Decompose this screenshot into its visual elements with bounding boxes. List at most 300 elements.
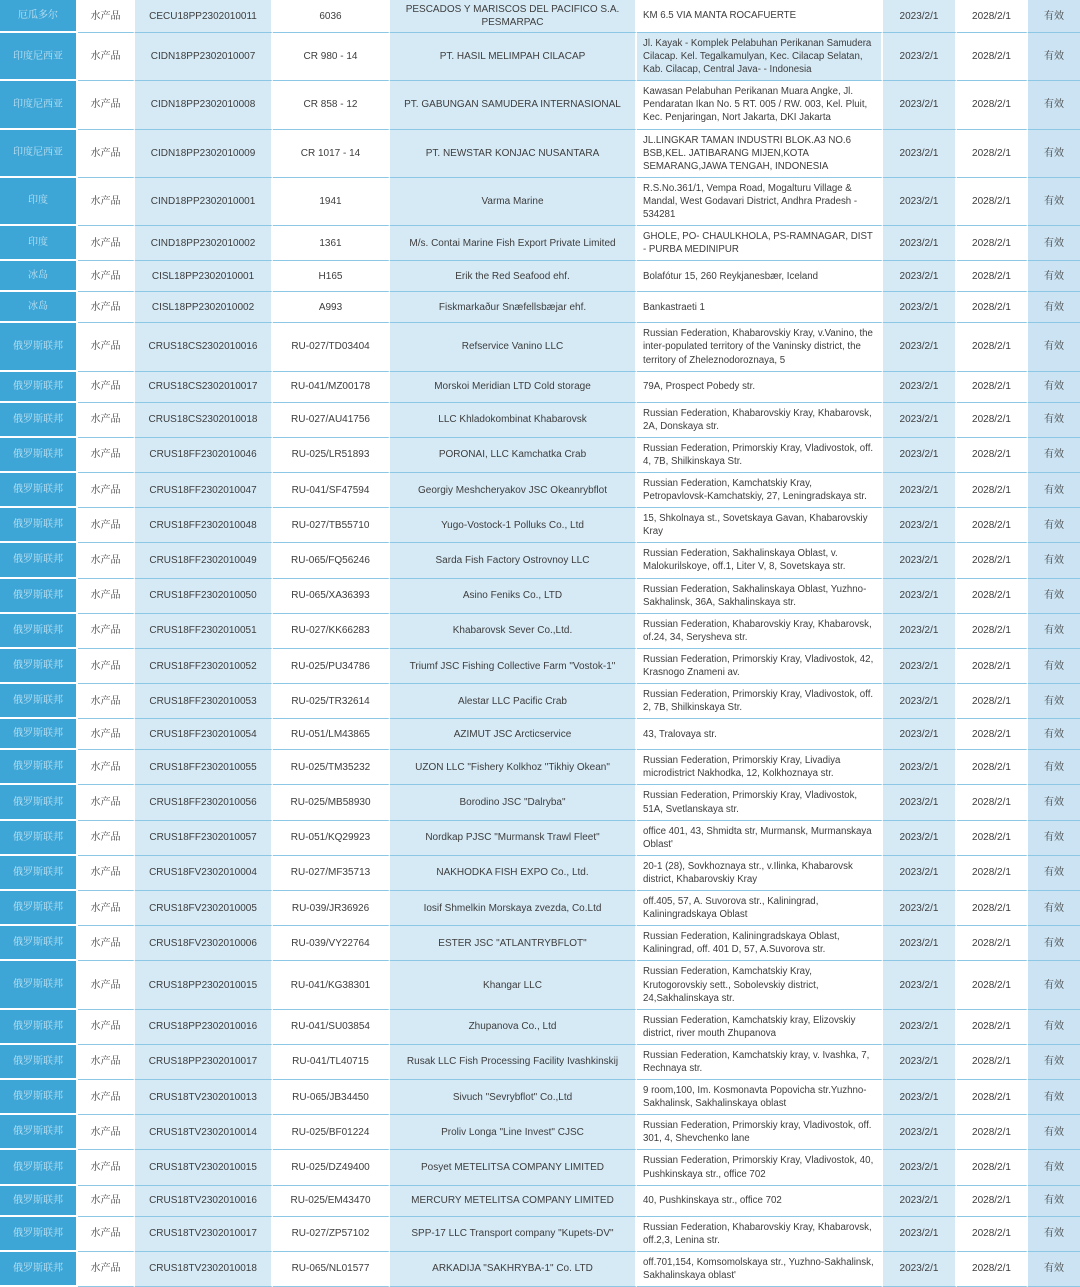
status-cell: 有效 <box>1028 1186 1080 1217</box>
approval-number-cell: RU-025/DZ49400 <box>273 1150 390 1185</box>
approval-date-cell: 2023/2/1 <box>883 856 957 891</box>
table-row <box>0 719 1080 750</box>
approval-number-cell: RU-041/SF47594 <box>273 473 390 508</box>
company-name-cell: Triumf JSC Fishing Collective Farm "Vostok-1" <box>390 649 637 684</box>
country-cell: 俄罗斯联邦 <box>0 1217 78 1252</box>
approval-number-cell: RU-025/TR32614 <box>273 684 390 719</box>
approval-number-cell: RU-041/KG38301 <box>273 961 390 1009</box>
status-cell: 有效 <box>1028 785 1080 820</box>
approval-date-cell: 2023/2/1 <box>883 785 957 820</box>
status-cell: 有效 <box>1028 1010 1080 1045</box>
table-row <box>0 292 1080 323</box>
expiry-date-cell: 2028/2/1 <box>957 926 1028 961</box>
approval-number-cell: RU-027/KK66283 <box>273 614 390 649</box>
approval-number-cell: RU-041/SU03854 <box>273 1010 390 1045</box>
address-cell: Russian Federation, Sakhalinskaya Oblast, v. Malokurilskoye, off.1, Liter V, 8, Sovetskaya str. <box>637 543 883 578</box>
country-cell: 印度尼西亚 <box>0 81 78 129</box>
address-cell: KM 6.5 VIA MANTA ROCAFUERTE <box>637 0 883 33</box>
table-row <box>0 961 1080 1009</box>
company-name-cell: ARKADIJA "SAKHRYBA-1" Co. LTD <box>390 1252 637 1287</box>
table-row <box>0 508 1080 543</box>
status-cell: 有效 <box>1028 81 1080 129</box>
address-cell: Russian Federation, Primorskiy kray, Vladivostok, off. 301, 4, Shevchenko lane <box>637 1115 883 1150</box>
table-row <box>0 1252 1080 1287</box>
registration-number-cell: CRUS18FF2302010051 <box>135 614 273 649</box>
company-name-cell: Posyet METELITSA COMPANY LIMITED <box>390 1150 637 1185</box>
approval-date-cell: 2023/2/1 <box>883 226 957 261</box>
company-name-cell: Georgiy Meshcheryakov JSC Okeanrybflot <box>390 473 637 508</box>
expiry-date-cell: 2028/2/1 <box>957 130 1028 178</box>
product-type-cell: 水产品 <box>78 438 135 473</box>
approval-date-cell: 2023/2/1 <box>883 1115 957 1150</box>
approval-date-cell: 2023/2/1 <box>883 1252 957 1287</box>
approval-number-cell: RU-039/VY22764 <box>273 926 390 961</box>
table-row <box>0 926 1080 961</box>
registration-number-cell: CRUS18FF2302010049 <box>135 543 273 578</box>
expiry-date-cell: 2028/2/1 <box>957 649 1028 684</box>
approval-date-cell: 2023/2/1 <box>883 821 957 856</box>
table-row <box>0 261 1080 292</box>
expiry-date-cell: 2028/2/1 <box>957 750 1028 785</box>
product-type-cell: 水产品 <box>78 856 135 891</box>
approval-date-cell: 2023/2/1 <box>883 961 957 1009</box>
country-cell: 俄罗斯联邦 <box>0 438 78 473</box>
expiry-date-cell: 2028/2/1 <box>957 508 1028 543</box>
status-cell: 有效 <box>1028 926 1080 961</box>
company-name-cell: Zhupanova Co., Ltd <box>390 1010 637 1045</box>
registration-number-cell: CRUS18FV2302010004 <box>135 856 273 891</box>
status-cell: 有效 <box>1028 891 1080 926</box>
product-type-cell: 水产品 <box>78 684 135 719</box>
registration-number-cell: CRUS18TV2302010013 <box>135 1080 273 1115</box>
product-type-cell: 水产品 <box>78 750 135 785</box>
approval-date-cell: 2023/2/1 <box>883 649 957 684</box>
country-cell: 俄罗斯联邦 <box>0 719 78 750</box>
product-type-cell: 水产品 <box>78 1217 135 1252</box>
company-name-cell: Refservice Vanino LLC <box>390 323 637 371</box>
registration-number-cell: CRUS18FV2302010006 <box>135 926 273 961</box>
status-cell: 有效 <box>1028 1217 1080 1252</box>
address-cell: Bolafótur 15, 260 Reykjanesbær, Iceland <box>637 261 883 292</box>
country-cell: 印度尼西亚 <box>0 33 78 81</box>
approval-date-cell: 2023/2/1 <box>883 292 957 323</box>
status-cell: 有效 <box>1028 473 1080 508</box>
registration-number-cell: CRUS18TV2302010015 <box>135 1150 273 1185</box>
country-cell: 俄罗斯联邦 <box>0 926 78 961</box>
approval-number-cell: H165 <box>273 261 390 292</box>
expiry-date-cell: 2028/2/1 <box>957 856 1028 891</box>
country-cell: 冰岛 <box>0 292 78 323</box>
approval-number-cell: RU-027/TB55710 <box>273 508 390 543</box>
approval-number-cell: CR 1017 - 14 <box>273 130 390 178</box>
approval-number-cell: RU-041/MZ00178 <box>273 372 390 403</box>
product-type-cell: 水产品 <box>78 226 135 261</box>
status-cell: 有效 <box>1028 226 1080 261</box>
approval-date-cell: 2023/2/1 <box>883 684 957 719</box>
approval-date-cell: 2023/2/1 <box>883 178 957 226</box>
product-type-cell: 水产品 <box>78 1252 135 1287</box>
table-row <box>0 750 1080 785</box>
company-name-cell: Borodino JSC "Dalryba" <box>390 785 637 820</box>
status-cell: 有效 <box>1028 719 1080 750</box>
expiry-date-cell: 2028/2/1 <box>957 785 1028 820</box>
approval-number-cell: RU-027/TD03404 <box>273 323 390 371</box>
country-cell: 俄罗斯联邦 <box>0 649 78 684</box>
expiry-date-cell: 2028/2/1 <box>957 403 1028 438</box>
address-cell: Russian Federation, Khabarovskiy Kray, Khabarovsk, 2A, Donskaya str. <box>637 403 883 438</box>
expiry-date-cell: 2028/2/1 <box>957 372 1028 403</box>
company-name-cell: Varma Marine <box>390 178 637 226</box>
registration-number-cell: CIDN18PP2302010008 <box>135 81 273 129</box>
product-type-cell: 水产品 <box>78 579 135 614</box>
approval-number-cell: CR 980 - 14 <box>273 33 390 81</box>
status-cell: 有效 <box>1028 508 1080 543</box>
company-name-cell: Asino Feniks Co., LTD <box>390 579 637 614</box>
approval-date-cell: 2023/2/1 <box>883 130 957 178</box>
product-type-cell: 水产品 <box>78 473 135 508</box>
table-row <box>0 372 1080 403</box>
company-name-cell: PORONAI, LLC Kamchatka Crab <box>390 438 637 473</box>
table-row <box>0 473 1080 508</box>
address-cell: off.405, 57, A. Suvorova str., Kaliningrad, Kaliningradskaya Oblast <box>637 891 883 926</box>
product-type-cell: 水产品 <box>78 649 135 684</box>
address-cell: 43, Tralovaya str. <box>637 719 883 750</box>
approval-date-cell: 2023/2/1 <box>883 1186 957 1217</box>
registration-number-cell: CRUS18FF2302010057 <box>135 821 273 856</box>
approval-date-cell: 2023/2/1 <box>883 403 957 438</box>
country-cell: 俄罗斯联邦 <box>0 1252 78 1287</box>
address-cell: Russian Federation, Kamchatskiy kray, Elizovskiy district, river mouth Zhupanova <box>637 1010 883 1045</box>
approval-date-cell: 2023/2/1 <box>883 81 957 129</box>
approval-number-cell: RU-025/MB58930 <box>273 785 390 820</box>
approval-number-cell: 1361 <box>273 226 390 261</box>
approval-number-cell: RU-065/JB34450 <box>273 1080 390 1115</box>
registration-number-cell: CRUS18CS2302010018 <box>135 403 273 438</box>
approval-date-cell: 2023/2/1 <box>883 1150 957 1185</box>
registration-number-cell: CRUS18FF2302010050 <box>135 579 273 614</box>
registration-number-cell: CIDN18PP2302010007 <box>135 33 273 81</box>
address-cell: Russian Federation, Kamchatskiy kray, v. Ivashka, 7, Rechnaya str. <box>637 1045 883 1080</box>
status-cell: 有效 <box>1028 614 1080 649</box>
registration-number-cell: CRUS18PP2302010015 <box>135 961 273 1009</box>
status-cell: 有效 <box>1028 178 1080 226</box>
table-row <box>0 856 1080 891</box>
approval-date-cell: 2023/2/1 <box>883 1045 957 1080</box>
company-name-cell: PESCADOS Y MARISCOS DEL PACIFICO S.A. PESMARPAC <box>390 0 637 33</box>
address-cell: Russian Federation, Primorskiy Kray, Vladivostok, off. 4, 7B, Shilkinskaya Str. <box>637 438 883 473</box>
status-cell: 有效 <box>1028 1252 1080 1287</box>
country-cell: 冰岛 <box>0 261 78 292</box>
status-cell: 有效 <box>1028 1115 1080 1150</box>
registration-number-cell: CRUS18TV2302010017 <box>135 1217 273 1252</box>
registration-number-cell: CRUS18FF2302010056 <box>135 785 273 820</box>
company-name-cell: Alestar LLC Pacific Crab <box>390 684 637 719</box>
status-cell: 有效 <box>1028 821 1080 856</box>
address-cell: R.S.No.361/1, Vempa Road, Mogalturu Village & Mandal, West Godavari District, Andhra Pradesh - 534281 <box>637 178 883 226</box>
approval-date-cell: 2023/2/1 <box>883 323 957 371</box>
approval-date-cell: 2023/2/1 <box>883 926 957 961</box>
expiry-date-cell: 2028/2/1 <box>957 579 1028 614</box>
address-cell: Russian Federation, Primorskiy Kray, Vladivostok, 42, Krasnogo Znameni av. <box>637 649 883 684</box>
company-name-cell: PT. HASIL MELIMPAH CILACAP <box>390 33 637 81</box>
expiry-date-cell: 2028/2/1 <box>957 1150 1028 1185</box>
registration-number-cell: CIND18PP2302010002 <box>135 226 273 261</box>
approval-number-cell: 1941 <box>273 178 390 226</box>
table-row <box>0 1010 1080 1045</box>
country-cell: 厄瓜多尔 <box>0 0 78 33</box>
approval-number-cell: RU-025/PU34786 <box>273 649 390 684</box>
table-row <box>0 130 1080 178</box>
company-name-cell: M/s. Contai Marine Fish Export Private Limited <box>390 226 637 261</box>
address-cell: 20-1 (28), Sovkhoznaya str., v.Ilinka, Khabarovsk district, Khabarovskiy Kray <box>637 856 883 891</box>
registration-number-cell: CECU18PP2302010011 <box>135 0 273 33</box>
registration-number-cell: CRUS18CS2302010016 <box>135 323 273 371</box>
registration-number-cell: CRUS18FV2302010005 <box>135 891 273 926</box>
address-cell: Russian Federation, Kamchatskiy Kray, Krutogorovskiy sett., Sobolevskiy district, 24,Sakhalinskaya str. <box>637 961 883 1009</box>
table-row <box>0 438 1080 473</box>
table-row <box>0 1045 1080 1080</box>
country-cell: 俄罗斯联邦 <box>0 508 78 543</box>
registration-number-cell: CRUS18FF2302010046 <box>135 438 273 473</box>
expiry-date-cell: 2028/2/1 <box>957 961 1028 1009</box>
company-name-cell: ESTER JSC "ATLANTRYBFLOT" <box>390 926 637 961</box>
expiry-date-cell: 2028/2/1 <box>957 543 1028 578</box>
country-cell: 俄罗斯联邦 <box>0 891 78 926</box>
registration-number-cell: CRUS18FF2302010055 <box>135 750 273 785</box>
status-cell: 有效 <box>1028 543 1080 578</box>
address-cell: 79A, Prospect Pobedy str. <box>637 372 883 403</box>
product-type-cell: 水产品 <box>78 178 135 226</box>
company-name-cell: Erik the Red Seafood ehf. <box>390 261 637 292</box>
table-row <box>0 1115 1080 1150</box>
product-type-cell: 水产品 <box>78 961 135 1009</box>
product-type-cell: 水产品 <box>78 785 135 820</box>
table-row <box>0 1186 1080 1217</box>
status-cell: 有效 <box>1028 1150 1080 1185</box>
status-cell: 有效 <box>1028 750 1080 785</box>
address-cell: off.701,154, Komsomolskaya str., Yuzhno-Sakhalinsk, Sakhalinskaya oblast' <box>637 1252 883 1287</box>
product-type-cell: 水产品 <box>78 1080 135 1115</box>
product-type-cell: 水产品 <box>78 821 135 856</box>
company-name-cell: Sivuch "Sevrybflot" Co.,Ltd <box>390 1080 637 1115</box>
product-type-cell: 水产品 <box>78 323 135 371</box>
product-type-cell: 水产品 <box>78 1150 135 1185</box>
registration-number-cell: CRUS18FF2302010048 <box>135 508 273 543</box>
product-type-cell: 水产品 <box>78 372 135 403</box>
expiry-date-cell: 2028/2/1 <box>957 1115 1028 1150</box>
table-row <box>0 684 1080 719</box>
company-name-cell: PT. GABUNGAN SAMUDERA INTERNASIONAL <box>390 81 637 129</box>
status-cell: 有效 <box>1028 292 1080 323</box>
product-type-cell: 水产品 <box>78 1010 135 1045</box>
registration-number-cell: CRUS18TV2302010014 <box>135 1115 273 1150</box>
company-name-cell: Sarda Fish Factory Ostrovnoy LLC <box>390 543 637 578</box>
address-cell: 40, Pushkinskaya str., office 702 <box>637 1186 883 1217</box>
approval-number-cell: RU-041/TL40715 <box>273 1045 390 1080</box>
expiry-date-cell: 2028/2/1 <box>957 1080 1028 1115</box>
expiry-date-cell: 2028/2/1 <box>957 261 1028 292</box>
company-name-cell: Yugo-Vostock-1 Polluks Co., Ltd <box>390 508 637 543</box>
approval-date-cell: 2023/2/1 <box>883 261 957 292</box>
approval-number-cell: CR 858 - 12 <box>273 81 390 129</box>
registration-number-cell: CIND18PP2302010001 <box>135 178 273 226</box>
registration-number-cell: CRUS18TV2302010016 <box>135 1186 273 1217</box>
registration-number-cell: CRUS18FF2302010054 <box>135 719 273 750</box>
expiry-date-cell: 2028/2/1 <box>957 323 1028 371</box>
company-name-cell: LLC Khladokombinat Khabarovsk <box>390 403 637 438</box>
product-type-cell: 水产品 <box>78 1115 135 1150</box>
company-name-cell: Proliv Longa "Line Invest" CJSC <box>390 1115 637 1150</box>
product-type-cell: 水产品 <box>78 130 135 178</box>
product-type-cell: 水产品 <box>78 891 135 926</box>
table-row <box>0 614 1080 649</box>
address-cell: Russian Federation, Primorskiy Kray, Livadiya microdistrict Nakhodka, 12, Kolkhoznaya str. <box>637 750 883 785</box>
country-cell: 俄罗斯联邦 <box>0 1080 78 1115</box>
expiry-date-cell: 2028/2/1 <box>957 821 1028 856</box>
address-cell: office 401, 43, Shmidta str, Murmansk, Murmanskaya Oblast' <box>637 821 883 856</box>
registration-number-cell: CRUS18PP2302010016 <box>135 1010 273 1045</box>
expiry-date-cell: 2028/2/1 <box>957 1252 1028 1287</box>
expiry-date-cell: 2028/2/1 <box>957 719 1028 750</box>
expiry-date-cell: 2028/2/1 <box>957 1186 1028 1217</box>
table-row <box>0 785 1080 820</box>
approval-number-cell: RU-039/JR36926 <box>273 891 390 926</box>
status-cell: 有效 <box>1028 33 1080 81</box>
approval-number-cell: RU-025/LR51893 <box>273 438 390 473</box>
table-row <box>0 579 1080 614</box>
approval-date-cell: 2023/2/1 <box>883 543 957 578</box>
approval-number-cell: RU-025/BF01224 <box>273 1115 390 1150</box>
approval-number-cell: RU-065/NL01577 <box>273 1252 390 1287</box>
country-cell: 俄罗斯联邦 <box>0 1010 78 1045</box>
address-cell: Russian Federation, Sakhalinskaya Oblast, Yuzhno-Sakhalinsk, 36A, Sakhalinskaya str. <box>637 579 883 614</box>
address-cell: Russian Federation, Primorskiy Kray, Vladivostok, 40, Pushkinskaya str., office 702 <box>637 1150 883 1185</box>
expiry-date-cell: 2028/2/1 <box>957 1045 1028 1080</box>
expiry-date-cell: 2028/2/1 <box>957 1010 1028 1045</box>
product-type-cell: 水产品 <box>78 719 135 750</box>
company-name-cell: AZIMUT JSC Arcticservice <box>390 719 637 750</box>
address-cell: Jl. Kayak - Komplek Pelabuhan Perikanan Samudera Cilacap. Kel. Tegalkamulyan, Kec. Cilacap Selatan, Kab. Cilacap, Central Java- - Indonesia <box>637 33 883 81</box>
status-cell: 有效 <box>1028 130 1080 178</box>
approval-date-cell: 2023/2/1 <box>883 33 957 81</box>
approval-date-cell: 2023/2/1 <box>883 750 957 785</box>
approval-date-cell: 2023/2/1 <box>883 0 957 33</box>
address-cell: Kawasan Pelabuhan Perikanan Muara Angke, Jl. Pendaratan Ikan No. 5 RT. 005 / RW. 003, Kel. Pluit, Kec. Penjaringan, Nort Jakarta, DKI Jakarta <box>637 81 883 129</box>
table-row <box>0 81 1080 129</box>
expiry-date-cell: 2028/2/1 <box>957 614 1028 649</box>
address-cell: Russian Federation, Primorskiy Kray, Vladivostok, off. 2, 7B, Shilkinskaya Str. <box>637 684 883 719</box>
address-cell: Bankastraeti 1 <box>637 292 883 323</box>
approval-date-cell: 2023/2/1 <box>883 1010 957 1045</box>
country-cell: 俄罗斯联邦 <box>0 1186 78 1217</box>
registration-number-cell: CRUS18FF2302010047 <box>135 473 273 508</box>
approval-number-cell: RU-051/KQ29923 <box>273 821 390 856</box>
approval-date-cell: 2023/2/1 <box>883 614 957 649</box>
expiry-date-cell: 2028/2/1 <box>957 81 1028 129</box>
status-cell: 有效 <box>1028 649 1080 684</box>
approval-number-cell: RU-027/ZP57102 <box>273 1217 390 1252</box>
product-type-cell: 水产品 <box>78 926 135 961</box>
status-cell: 有效 <box>1028 403 1080 438</box>
approval-date-cell: 2023/2/1 <box>883 473 957 508</box>
country-cell: 俄罗斯联邦 <box>0 785 78 820</box>
approval-date-cell: 2023/2/1 <box>883 372 957 403</box>
product-type-cell: 水产品 <box>78 543 135 578</box>
expiry-date-cell: 2028/2/1 <box>957 684 1028 719</box>
company-name-cell: NAKHODKA FISH EXPO Co., Ltd. <box>390 856 637 891</box>
approval-date-cell: 2023/2/1 <box>883 579 957 614</box>
approval-number-cell: RU-065/XA36393 <box>273 579 390 614</box>
company-name-cell: UZON LLC "Fishery Kolkhoz "Tikhiy Okean" <box>390 750 637 785</box>
company-name-cell: Fiskmarkaður Snæfellsbæjar ehf. <box>390 292 637 323</box>
expiry-date-cell: 2028/2/1 <box>957 178 1028 226</box>
approval-number-cell: RU-025/EM43470 <box>273 1186 390 1217</box>
table-row <box>0 0 1080 33</box>
table-row <box>0 543 1080 578</box>
country-cell: 俄罗斯联邦 <box>0 614 78 649</box>
approval-date-cell: 2023/2/1 <box>883 508 957 543</box>
status-cell: 有效 <box>1028 856 1080 891</box>
company-name-cell: Morskoi Meridian LTD Cold storage <box>390 372 637 403</box>
table-row <box>0 821 1080 856</box>
product-type-cell: 水产品 <box>78 292 135 323</box>
expiry-date-cell: 2028/2/1 <box>957 33 1028 81</box>
status-cell: 有效 <box>1028 684 1080 719</box>
address-cell: Russian Federation, Primorskiy Kray, Vladivostok, 51A, Svetlanskaya str. <box>637 785 883 820</box>
status-cell: 有效 <box>1028 372 1080 403</box>
status-cell: 有效 <box>1028 438 1080 473</box>
approval-number-cell: RU-027/AU41756 <box>273 403 390 438</box>
country-cell: 俄罗斯联邦 <box>0 856 78 891</box>
country-cell: 俄罗斯联邦 <box>0 961 78 1009</box>
product-type-cell: 水产品 <box>78 614 135 649</box>
expiry-date-cell: 2028/2/1 <box>957 438 1028 473</box>
address-cell: Russian Federation, Khabarovskiy Kray, v.Vanino, the inter-populated territory of the Vaninsky district, the territory of Zheleznodoroznaya, 5 <box>637 323 883 371</box>
company-name-cell: SPP-17 LLC Transport company "Kupets-DV" <box>390 1217 637 1252</box>
status-cell: 有效 <box>1028 579 1080 614</box>
table-row <box>0 226 1080 261</box>
registration-number-cell: CISL18PP2302010001 <box>135 261 273 292</box>
company-name-cell: Iosif Shmelkin Morskaya zvezda, Co.Ltd <box>390 891 637 926</box>
company-name-cell: Nordkap PJSC "Murmansk Trawl Fleet" <box>390 821 637 856</box>
country-cell: 俄罗斯联邦 <box>0 1045 78 1080</box>
status-cell: 有效 <box>1028 961 1080 1009</box>
approval-number-cell: RU-065/FQ56246 <box>273 543 390 578</box>
country-cell: 俄罗斯联邦 <box>0 1115 78 1150</box>
product-type-cell: 水产品 <box>78 1186 135 1217</box>
table-row <box>0 649 1080 684</box>
status-cell: 有效 <box>1028 1045 1080 1080</box>
registration-number-cell: CRUS18FF2302010052 <box>135 649 273 684</box>
approval-date-cell: 2023/2/1 <box>883 1217 957 1252</box>
table-row <box>0 178 1080 226</box>
company-name-cell: Khangar LLC <box>390 961 637 1009</box>
approval-date-cell: 2023/2/1 <box>883 438 957 473</box>
approval-number-cell: RU-051/LM43865 <box>273 719 390 750</box>
expiry-date-cell: 2028/2/1 <box>957 473 1028 508</box>
table-row <box>0 33 1080 81</box>
country-cell: 印度 <box>0 226 78 261</box>
address-cell: GHOLE, PO- CHAULKHOLA, PS-RAMNAGAR, DIST - PURBA MEDINIPUR <box>637 226 883 261</box>
product-type-cell: 水产品 <box>78 261 135 292</box>
expiry-date-cell: 2028/2/1 <box>957 226 1028 261</box>
country-cell: 印度 <box>0 178 78 226</box>
country-cell: 俄罗斯联邦 <box>0 372 78 403</box>
address-cell: Russian Federation, Kamchatskiy Kray, Petropavlovsk-Kamchatskiy, 27, Leningradskaya str. <box>637 473 883 508</box>
company-name-cell: Khabarovsk Sever Co.,Ltd. <box>390 614 637 649</box>
table-row <box>0 1080 1080 1115</box>
approval-number-cell: A993 <box>273 292 390 323</box>
